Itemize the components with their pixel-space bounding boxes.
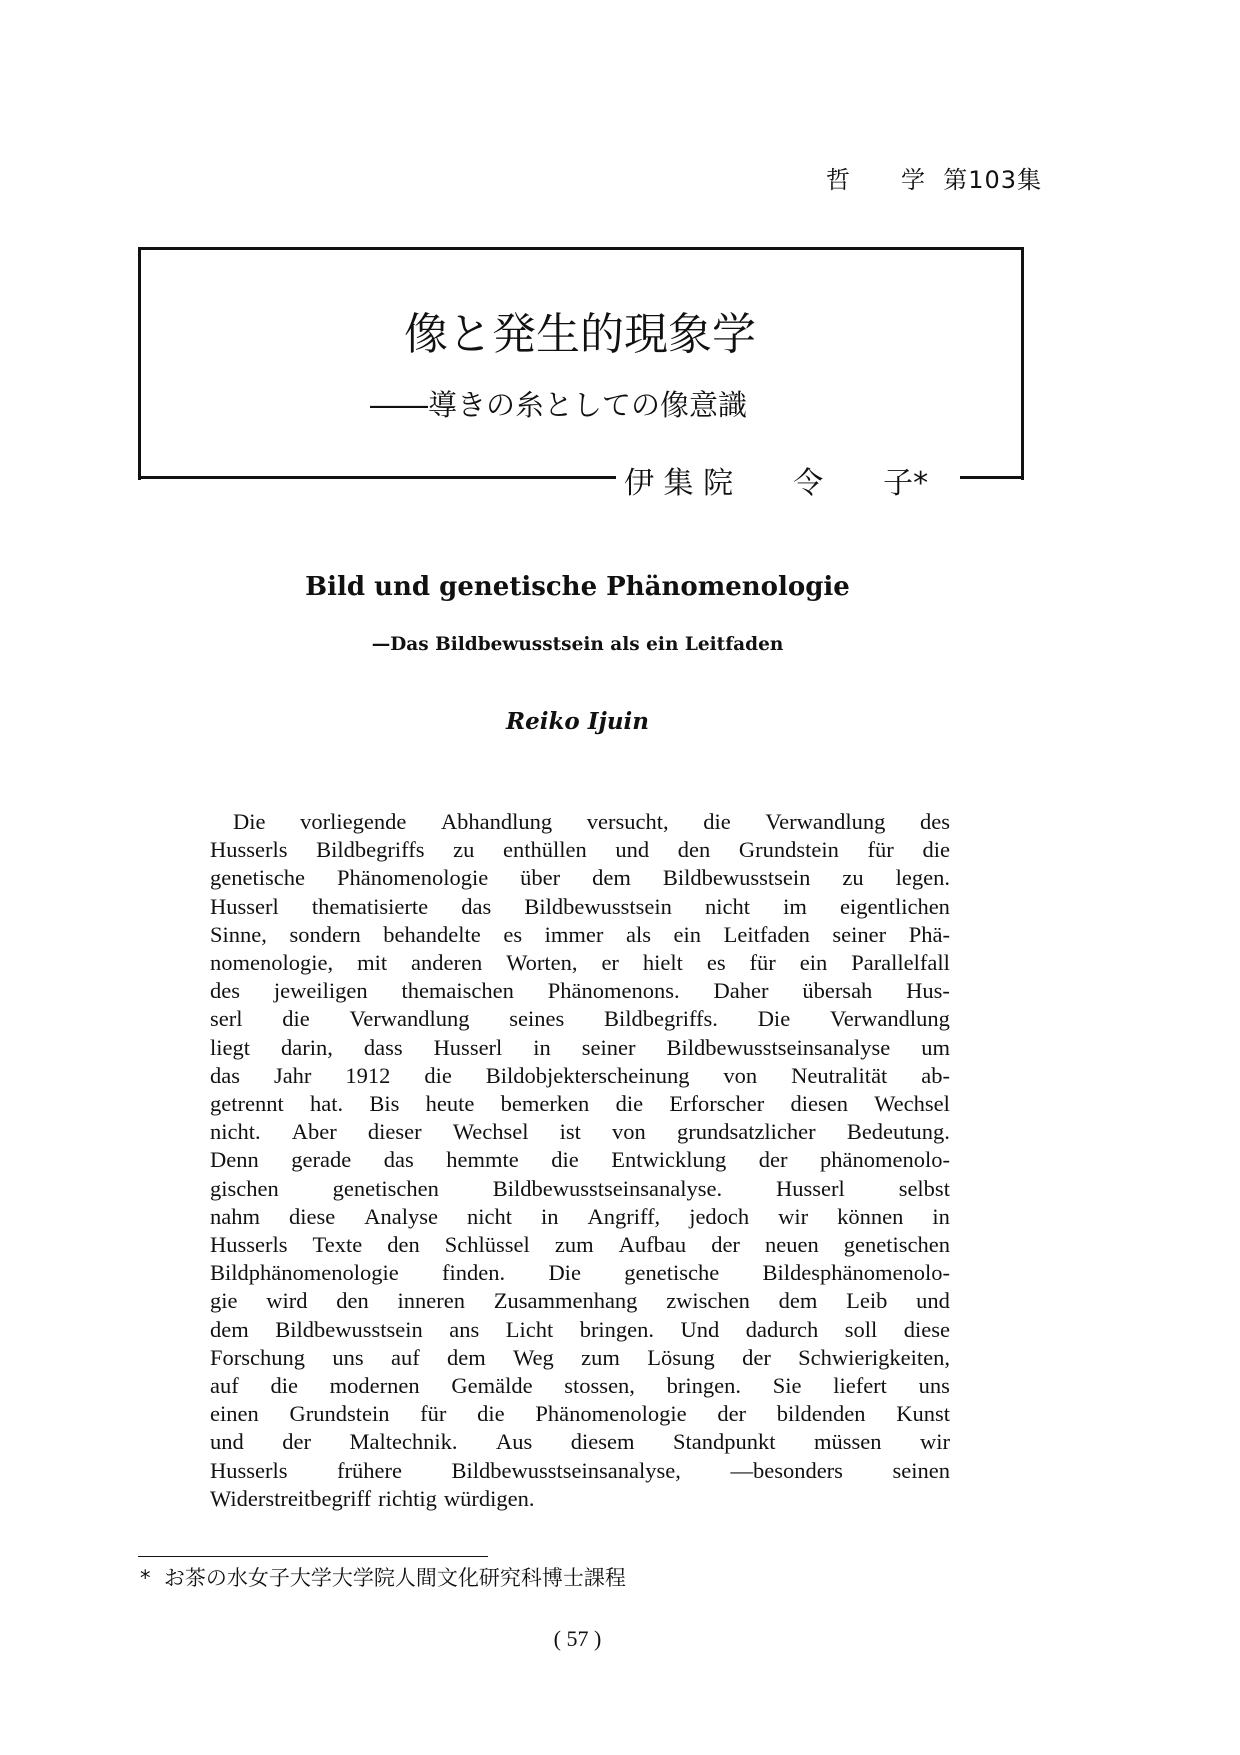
abstract-line [210, 808, 950, 836]
abstract-word: im [783, 893, 807, 919]
abstract-word: Verwandlung [829, 1006, 950, 1032]
abstract-word: Phänomenologie [336, 865, 489, 891]
abstract-word: dem [592, 865, 631, 891]
abstract-word: eigentlichen [839, 893, 950, 919]
abstract-word: Bildbewusstseinsanalyse. [492, 1175, 723, 1201]
abstract-word: bildenden [776, 1401, 866, 1427]
abstract-word: Die [757, 1006, 791, 1032]
page-number: ( 57 ) [553, 1626, 602, 1651]
abstract-line [210, 977, 950, 1005]
abstract-word: neuen [764, 1232, 819, 1258]
abstract-word: Bildbewusstsein [275, 1316, 423, 1342]
abstract-word: Husserls [210, 1232, 288, 1258]
abstract-word: stossen, [564, 1373, 635, 1399]
abstract-line [210, 1259, 950, 1287]
abstract-word: die [551, 1147, 579, 1173]
abstract-word: Wechsel [452, 1119, 529, 1145]
abstract-word: nicht [466, 1203, 512, 1229]
abstract-word: von [723, 1062, 758, 1088]
abstract-word: Bedeutung. [846, 1119, 950, 1145]
abstract-word: nicht [704, 893, 750, 919]
abstract-word: immer [544, 921, 604, 947]
abstract-word: nahm [210, 1203, 260, 1229]
abstract-word: zwischen [666, 1288, 750, 1314]
abstract-word: es [503, 921, 523, 947]
abstract-word: legen. [895, 865, 950, 891]
abstract-word: dem [210, 1316, 249, 1342]
abstract-word: thematisierte [311, 893, 429, 919]
abstract-line [210, 893, 950, 921]
abstract-word: Hus- [906, 978, 950, 1004]
abstract-word: Bildbewusstseinsanalyse, [451, 1457, 681, 1483]
abstract-word: Verwandlung [765, 809, 886, 834]
abstract-word: vorliegende [300, 809, 407, 834]
abstract-word: in [533, 1034, 551, 1060]
abstract-word: das [461, 893, 492, 919]
abstract-word: zum [581, 1344, 620, 1370]
abstract-word: Kunst [896, 1401, 950, 1427]
abstract-word: die [270, 1373, 298, 1399]
abstract-word: für [749, 950, 776, 976]
abstract-word: Husserl [210, 893, 279, 919]
abstract-word: genetischen [843, 1232, 950, 1258]
abstract-word: die [477, 1401, 505, 1427]
abstract-word: Aber [291, 1119, 337, 1145]
abstract-word: Verwandlung [349, 1006, 470, 1032]
abstract-word: dadurch [745, 1316, 819, 1342]
abstract-word: Maltechnik. [349, 1429, 458, 1455]
abstract-line [210, 921, 950, 949]
abstract-word: den [387, 1232, 420, 1258]
abstract-word: hemmte [446, 1147, 519, 1173]
abstract-word: Phänomenologie [535, 1401, 687, 1427]
abstract-line [210, 1062, 950, 1090]
author-rule-right [960, 476, 1024, 479]
abstract-word: Und [680, 1316, 720, 1342]
abstract-line [210, 1428, 950, 1456]
abstract-word: Bildbegriffs [316, 837, 425, 863]
abstract-word: Forschung [210, 1344, 305, 1370]
abstract-word: die [703, 809, 731, 834]
abstract-word: zu [453, 837, 475, 863]
abstract-word: serl [210, 1006, 243, 1032]
abstract-word: jeweiligen [273, 978, 368, 1004]
german-author: Reiko Ijuin [505, 708, 650, 735]
abstract-word: behandelte [383, 921, 481, 947]
abstract-word: dass [363, 1034, 403, 1060]
abstract-line [210, 1400, 950, 1428]
abstract-word: als [625, 921, 651, 947]
abstract-word: zu [842, 865, 864, 891]
abstract-word: müssen [814, 1429, 882, 1455]
abstract-word: liefert [833, 1373, 887, 1399]
abstract-word: mit [357, 950, 388, 976]
abstract-word: hielt [642, 950, 683, 976]
abstract-word: um [921, 1034, 950, 1060]
abstract-word: Jahr [273, 1062, 312, 1088]
abstract-word: und [210, 1429, 244, 1455]
abstract-word: die [424, 1062, 452, 1088]
abstract-line [210, 1203, 950, 1231]
abstract-word: Bildbegriffs. [603, 1006, 718, 1032]
abstract-word: einen [210, 1401, 259, 1427]
abstract-word: in [932, 1203, 950, 1229]
author-line [138, 462, 1024, 501]
german-title: Bild und genetische Phänomenologie [305, 572, 850, 602]
abstract-word: diesem [570, 1429, 635, 1455]
abstract-line [210, 1287, 950, 1315]
abstract-word: Bildbewusstseinsanalyse [666, 1034, 891, 1060]
abstract-word: zum [554, 1232, 594, 1258]
abstract-word: Angriff, [587, 1203, 661, 1229]
abstract-word: den [677, 837, 711, 863]
abstract-word: nicht. [210, 1119, 261, 1145]
japanese-subtitle: ――導きの糸としての像意識 [370, 388, 748, 422]
abstract-word: Bis [369, 1091, 400, 1117]
abstract-word: Grundstein [289, 1401, 390, 1427]
journal-header: 哲 学 第103集 [826, 166, 1043, 194]
abstract-word: selbst [898, 1175, 950, 1201]
abstract-word: versucht, [586, 809, 669, 834]
abstract-word: auf [210, 1373, 239, 1399]
abstract-word: Phä- [908, 921, 950, 947]
abstract-word: bringen. [666, 1373, 742, 1399]
abstract [210, 808, 950, 1513]
abstract-word: uns [332, 1344, 364, 1370]
abstract-word: —besonders [730, 1457, 843, 1483]
abstract-word: Husserls [210, 837, 288, 863]
footnote: * お茶の水女子大学大学院人間文化研究科博士課程 [140, 1566, 626, 1590]
abstract-word: genetischen [332, 1175, 439, 1201]
abstract-word: gie [210, 1288, 238, 1314]
abstract-word: inneren [397, 1288, 465, 1314]
abstract-line [210, 1457, 950, 1485]
abstract-word: Husserl [776, 1175, 845, 1201]
abstract-word: Wechsel [874, 1091, 950, 1117]
abstract-word: genetische [210, 865, 305, 891]
abstract-word: nomenologie, [210, 950, 334, 976]
abstract-word: die [615, 1091, 644, 1117]
abstract-word: seiner [581, 1034, 636, 1060]
abstract-word: auf [390, 1344, 420, 1370]
abstract-word: er [601, 950, 619, 976]
abstract-word: Husserls [210, 1457, 288, 1483]
abstract-word: es [706, 950, 726, 976]
abstract-line [210, 949, 950, 977]
abstract-word: Entwicklung [611, 1147, 727, 1173]
abstract-line [210, 864, 950, 892]
abstract-word: gerade [291, 1147, 352, 1173]
abstract-word: Analyse [364, 1203, 438, 1229]
abstract-word: Erforscher [669, 1091, 765, 1117]
abstract-word: der [758, 1147, 788, 1173]
abstract-word: seiner [832, 921, 887, 947]
abstract-word: in [540, 1203, 559, 1229]
abstract-word: Zusammenhang [493, 1288, 638, 1314]
abstract-word: Standpunkt [673, 1429, 776, 1455]
abstract-word: Daher [713, 978, 769, 1004]
abstract-line [210, 1005, 950, 1033]
abstract-word: übersah [802, 978, 873, 1004]
abstract-word: diese [903, 1316, 950, 1342]
abstract-word: darin, [280, 1034, 333, 1060]
abstract-word: anderen [411, 950, 483, 976]
abstract-word: der [282, 1429, 311, 1455]
abstract-word: Denn [210, 1147, 259, 1173]
abstract-word: ein [799, 950, 828, 976]
abstract-word: den [336, 1288, 369, 1314]
abstract-word: Abhandlung [440, 809, 553, 834]
abstract-word: würdigen. [443, 1485, 535, 1511]
japanese-title: 像と発生的現象学 [404, 309, 756, 360]
abstract-word: jedoch [689, 1203, 750, 1229]
abstract-word: diese [289, 1203, 336, 1229]
abstract-word: grundsatzlicher [676, 1119, 816, 1145]
abstract-word: phänomenolo- [820, 1147, 950, 1173]
abstract-word: Aufbau [618, 1232, 687, 1258]
abstract-line [210, 1316, 950, 1344]
abstract-word: der [742, 1344, 771, 1370]
abstract-word: Grundstein [738, 837, 839, 863]
abstract-word: Aus [496, 1429, 533, 1455]
abstract-line [210, 1175, 950, 1203]
abstract-word: soll [844, 1316, 878, 1342]
abstract-word: des [919, 809, 950, 834]
abstract-word: Licht [505, 1316, 554, 1342]
abstract-word: über [520, 865, 561, 891]
abstract-word: ein [673, 921, 702, 947]
abstract-word: Schlüssel [444, 1232, 530, 1258]
abstract-word: Bildbewusstsein [524, 893, 672, 919]
abstract-word: frühere [337, 1457, 402, 1483]
abstract-word: dem [447, 1344, 486, 1370]
abstract-word: finden. [442, 1260, 506, 1286]
abstract-word: und [916, 1288, 950, 1314]
abstract-word: uns [918, 1373, 950, 1399]
abstract-word: Husserl [433, 1034, 503, 1060]
abstract-word: die [922, 837, 950, 863]
german-subtitle: —Das Bildbewusstsein als ein Leitfaden [371, 634, 784, 655]
abstract-word: wir [920, 1429, 950, 1455]
abstract-word: themaischen [401, 978, 514, 1004]
abstract-word: das [383, 1147, 414, 1173]
abstract-word: Lösung [647, 1344, 715, 1370]
abstract-word: hat. [309, 1091, 344, 1117]
abstract-word: wird [266, 1288, 308, 1314]
abstract-word: Parallelfall [851, 950, 950, 976]
abstract-word: bemerken [500, 1091, 590, 1117]
abstract-word: Widerstreitbegriff [210, 1485, 372, 1511]
abstract-word: genetische [624, 1260, 720, 1286]
abstract-word: seines [509, 1006, 565, 1032]
footnote-rule [138, 1556, 488, 1557]
abstract-word: ans [449, 1316, 480, 1342]
japanese-author: 伊 集 院 令 子* [624, 466, 929, 501]
abstract-line [210, 1146, 950, 1174]
abstract-word: Die [233, 809, 266, 834]
abstract-word: Die [548, 1260, 581, 1286]
abstract-word: wir [778, 1203, 809, 1229]
abstract-word: ist [559, 1119, 581, 1145]
abstract-word: Weg [513, 1344, 554, 1370]
abstract-word: gischen [210, 1175, 279, 1201]
abstract-word: bringen. [579, 1316, 655, 1342]
abstract-word: Leitfaden [723, 921, 810, 947]
abstract-word: Texte [312, 1232, 363, 1258]
abstract-word: Sinne, [210, 921, 267, 947]
abstract-word: seinen [892, 1457, 950, 1483]
abstract-word: Phänomenons. [547, 978, 680, 1004]
abstract-word: enthüllen [503, 837, 587, 863]
abstract-word: und [615, 837, 650, 863]
abstract-word: der [717, 1401, 747, 1427]
title-frame [138, 247, 1024, 480]
abstract-word: liegt [210, 1034, 250, 1060]
abstract-word: ab- [921, 1062, 950, 1088]
abstract-word: getrennt [210, 1091, 284, 1117]
abstract-word: Worten, [506, 950, 578, 976]
abstract-line [210, 1231, 950, 1259]
author-rule-left [138, 476, 616, 479]
abstract-word: sondern [289, 921, 361, 947]
abstract-line [210, 1090, 950, 1118]
abstract-word: Bildphänomenologie [210, 1260, 399, 1286]
abstract-word: Bildobjekterscheinung [485, 1062, 690, 1088]
abstract-word: modernen [329, 1373, 420, 1399]
abstract-word: von [612, 1119, 646, 1145]
abstract-word: diesen [790, 1091, 848, 1117]
abstract-line [210, 1372, 950, 1400]
abstract-word: Neutralität [791, 1062, 888, 1088]
abstract-line [210, 1034, 950, 1062]
abstract-word: Bildbewusstsein [662, 865, 811, 891]
abstract-word: des [210, 978, 240, 1004]
abstract-line [210, 1485, 950, 1513]
abstract-word: Leib [846, 1288, 888, 1314]
abstract-word: für [867, 837, 894, 863]
abstract-word: Bildesphänomenolo- [762, 1260, 950, 1286]
abstract-word: für [420, 1401, 447, 1427]
abstract-word: Gemälde [451, 1373, 533, 1399]
abstract-word: heute [425, 1091, 475, 1117]
abstract-line [210, 836, 950, 864]
abstract-word: Sie [772, 1373, 802, 1399]
abstract-word: dem [778, 1288, 818, 1314]
abstract-word: der [711, 1232, 740, 1258]
abstract-word: können [837, 1203, 904, 1229]
abstract-line [210, 1118, 950, 1146]
abstract-word: das [210, 1062, 240, 1088]
abstract-word: dieser [367, 1119, 422, 1145]
abstract-word: die [282, 1006, 310, 1032]
abstract-word: 1912 [345, 1062, 391, 1088]
abstract-line [210, 1344, 950, 1372]
abstract-word: Schwierigkeiten, [798, 1344, 950, 1370]
abstract-word: richtig [378, 1485, 437, 1511]
